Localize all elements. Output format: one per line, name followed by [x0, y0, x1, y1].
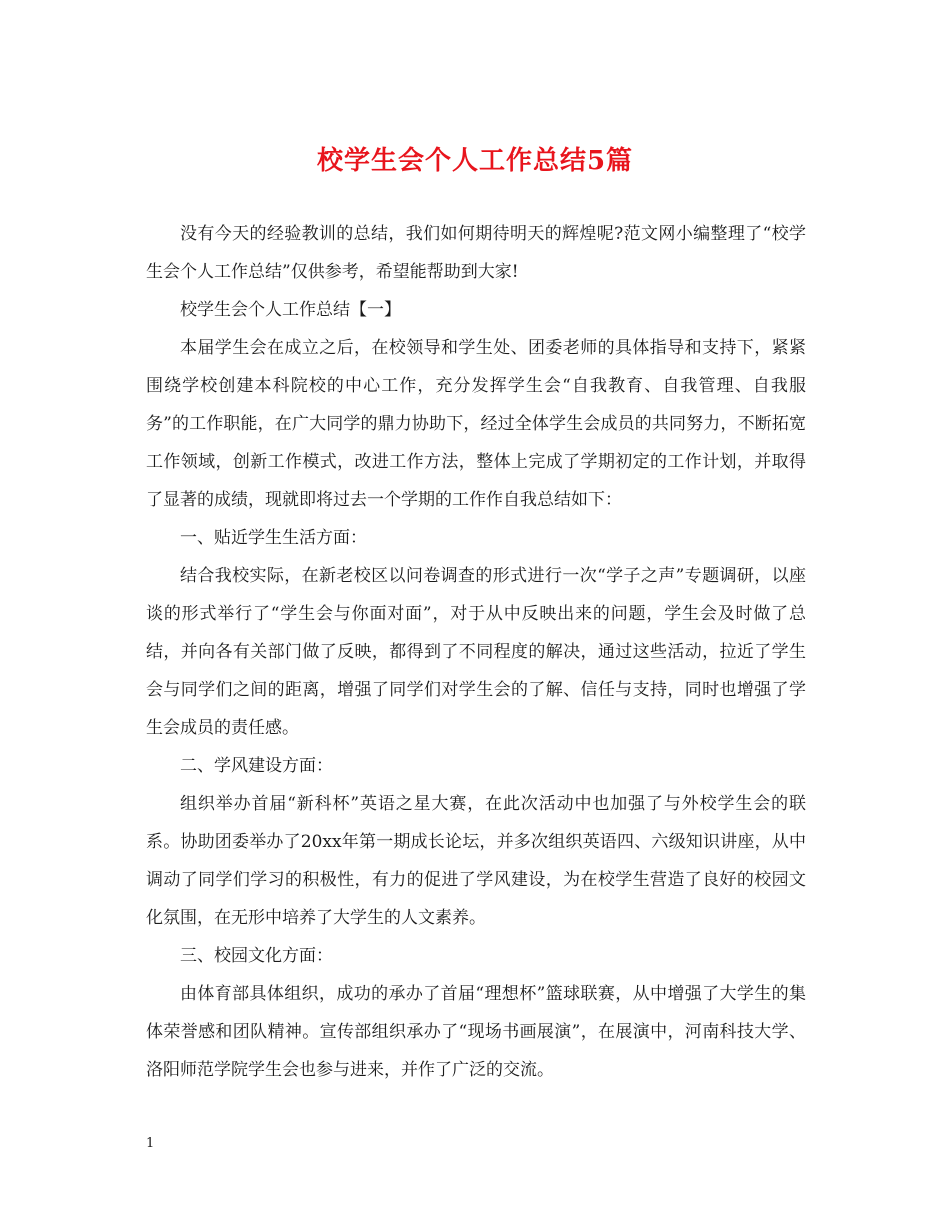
section-heading-one: 校学生会个人工作总结【一】: [180, 300, 401, 320]
subheading-student-life: 一、贴近学生生活方面：: [180, 528, 367, 548]
body-paragraph: 本届学生会在成立之后，在校领导和学生处、团委老师的具体指导和支持下，紧紧围绕学校创建本科院校的中心工作，充分发挥学生会“自我教育、自我管理、自我服务”的工作职能，在广大同学的鼎力协助下，经过全体学生会成员的共同努力，不断拓宽工作领域，创新工作模式，改进工作方法，整体上完成了学期初定的工作计划，并取得了显著的成绩，现就即将过去一个学期的工作作自我总结如下：: [146, 338, 806, 510]
subheading-campus-culture: 三、校园文化方面：: [180, 946, 333, 966]
page-number: 1: [146, 1136, 155, 1151]
document-body: [146, 215, 806, 1089]
body-paragraph: 组织举办首届“新科杯”英语之星大赛，在此次活动中也加强了与外校学生会的联系。协助团委举办了20xx年第一期成长论坛，并多次组织英语四、六级知识讲座，从中调动了同学们学习的积极性，有力的促进了学风建设，为在校学生营造了良好的校园文化氛围，在无形中培养了大学生的人文素养。: [146, 794, 806, 928]
subheading-study-style: 二、学风建设方面：: [180, 756, 333, 776]
body-paragraph: 由体育部具体组织，成功的承办了首届“理想杯”篮球联赛，从中增强了大学生的集体荣誉感和团队精神。宣传部组织承办了“现场书画展演”，在展演中，河南科技大学、洛阳师范学院学生会也参与进来，并作了广泛的交流。: [146, 984, 806, 1080]
intro-paragraph: 没有今天的经验教训的总结，我们如何期待明天的辉煌呢?范文网小编整理了“校学生会个人工作总结”仅供参考，希望能帮助到大家!: [146, 224, 806, 282]
document-title: 校学生会个人工作总结5篇: [316, 146, 634, 176]
body-paragraph: 结合我校实际，在新老校区以问卷调查的形式进行一次“学子之声”专题调研，以座谈的形式举行了“学生会与你面对面”，对于从中反映出来的问题，学生会及时做了总结，并向各有关部门做了反映，都得到了不同程度的解决，通过这些活动，拉近了学生会与同学们之间的距离，增强了同学们对学生会的了解、信任与支持，同时也增强了学生会成员的责任感。: [146, 566, 806, 738]
